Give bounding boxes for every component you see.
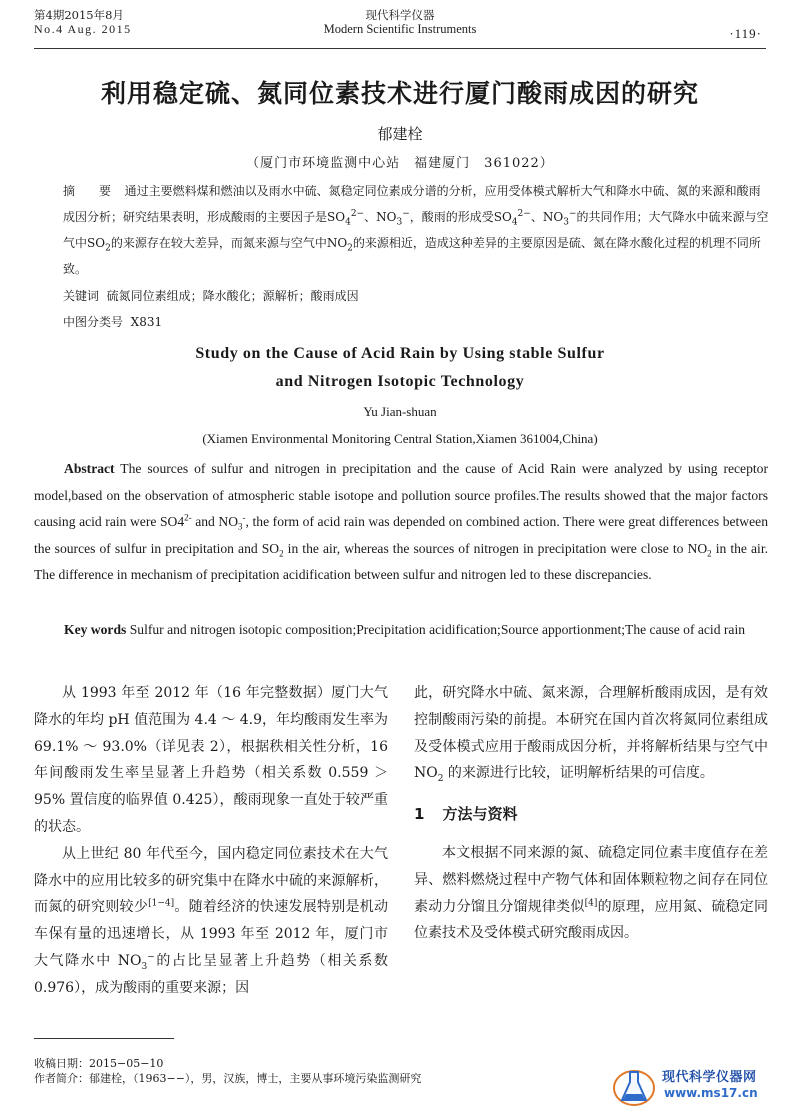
paper-title-en-line1: Study on the Cause of Acid Rain by Using stable Sulfur xyxy=(195,345,605,362)
body-text: 。随着经济的快速发展特别是机动车保有量的迅速增长，从 1993 年至 2012 年，厦门市大气降水中 NO xyxy=(34,899,389,969)
abstract-en-sup: 2- xyxy=(184,512,192,523)
abstract-cn-sup: 2− xyxy=(517,209,531,219)
watermark-logo xyxy=(612,1064,782,1108)
abstract-cn-label: 摘 要 xyxy=(63,184,118,198)
header-journal-cn: 现代科学仪器 xyxy=(365,8,435,22)
body-text: 本文根据不同来源的氮、硫稳定同位素丰度值存在差异、燃料燃烧过程中产物气体和固体颗粒物之间存在同位素动力分馏且分馏规律类似 xyxy=(414,844,768,915)
body-text: 的占比呈显著上升趋势（相关系数 0.976），成为酸雨的重要来源；因 xyxy=(34,952,389,996)
keywords-en-text: Sulfur and nitrogen isotopic composition;Precipitation acidification;Source apportionment;The cause of acid rain xyxy=(126,622,746,637)
footnote-divider xyxy=(34,1038,174,1039)
abstract-cn-formula: NO xyxy=(376,210,397,224)
abstract-en-text: The sources of sulfur and nitrogen in precipitation and the cause of Acid Rain were analyzed by using receptor model,based on the observation of atmospheric stable isotope and pollution source profiles.The results showed that the major factors causing acid rain were SO4 xyxy=(34,461,768,530)
abstract-cn-sup: 2− xyxy=(350,209,365,219)
body-sub: 3 xyxy=(141,961,148,972)
abstract-en xyxy=(34,456,768,589)
abstract-en-text: and NO xyxy=(191,514,239,530)
abstract-cn-formula: NO xyxy=(542,210,564,224)
header-page-number: ·119· xyxy=(729,26,762,41)
header-issue-cn: 第4期2015年8月 xyxy=(34,8,124,22)
abstract-cn-text: 的来源存在较大差异，而氮来源与空气中 xyxy=(110,236,327,250)
keywords-en xyxy=(34,617,768,643)
author-en: Yu Jian-shuan xyxy=(363,404,437,419)
section-heading xyxy=(414,801,768,828)
abstract-cn-text: 、 xyxy=(364,210,377,224)
affiliation-cn: （厦门市环境监测中心站 福建厦门 361022） xyxy=(246,156,554,171)
watermark-name: 现代科学仪器网 xyxy=(662,1070,757,1085)
body-text: 此，研究降水中硫、氮来源，合理解析酸雨成因，是有效控制酸雨污染的前提。本研究在国内首次将氮同位素组成及受体模式应用于酸雨成因分析，并将解析结果与空气中 NO xyxy=(414,685,768,782)
abstract-cn-sub: 3 xyxy=(563,217,569,228)
abstract-cn-text: 的来源相近，造成这种差异的主要原因是硫、氮在降水酸化过程的机理不同所致。 xyxy=(63,236,761,276)
classification-cn-label: 中图分类号 xyxy=(63,315,124,329)
citation-ref: [1−4] xyxy=(148,898,175,909)
abstract-en-sub: 2 xyxy=(279,548,284,559)
watermark-url: www.ms17.cn xyxy=(664,1086,758,1100)
abstract-cn-sub: 3 xyxy=(396,217,403,228)
keywords-en-label: Key words xyxy=(64,622,127,637)
citation-ref: [4] xyxy=(584,897,598,908)
header-journal xyxy=(0,8,800,36)
abstract-cn-text: ，酸雨的形成受 xyxy=(409,210,494,224)
body-text: 的原理，应用氮、硫稳定同位素技术及受体模式研究酸雨成因。 xyxy=(414,898,768,942)
abstract-cn-formula: NO xyxy=(326,236,348,250)
body-paragraph: 从 1993 年至 2012 年（16 年完整数据）厦门大气降水的年均 pH 值范围为 4.4 ～ 4.9，年均酸雨发生率为 69.1% ～ 93.0%（详见表 2），根据秩相关性分析，16 年间酸雨发生率呈显著上升趋势（相关系数 0.559 ＞ 95% 置信度的临界值 0.425），酸雨现象一直处于较严重的状态。 xyxy=(34,685,388,835)
abstract-cn-text: 通过主要燃料煤和燃油以及雨水中硫、氮稳定同位素成分谱的分析，应用受体模式解析大气和降水中硫、氮的来源和酸雨成因分析；研究结果表明，形成酸雨的主要因子是 xyxy=(63,184,761,224)
abstract-cn xyxy=(63,178,771,282)
affiliation-en: (Xiamen Environmental Monitoring Central Station,Xiamen 361004,China) xyxy=(202,431,598,446)
body-sup: − xyxy=(147,952,155,963)
header-divider xyxy=(34,48,766,49)
abstract-cn-text: 的共同作用；大气降水中硫来源与空气中 xyxy=(63,210,769,250)
body-paragraph xyxy=(414,680,768,787)
body-sub: 2 xyxy=(437,774,444,785)
abstract-cn-sub: 2 xyxy=(347,243,353,254)
keywords-cn-label: 关键词 xyxy=(63,289,100,303)
body-paragraph xyxy=(414,840,768,947)
body-text: 从上世纪 80 年代至今，国内稳定同位素技术在大气降水中的应用比较多的研究集中在降水中硫的来源解析，而氮的研究则较少 xyxy=(34,845,388,916)
body-text: 的来源进行比较，证明解析结果的可信度。 xyxy=(443,765,714,782)
footnote-author-bio: 作者简介：郁建栓，（1963−−），男，汉族，博士，主要从事环境污染监测研究 xyxy=(34,1072,422,1085)
paper-title-cn: 利用稳定硫、氮同位素技术进行厦门酸雨成因的研究 xyxy=(100,79,699,108)
keywords-cn-text: 硫氮同位素组成；降水酸化；源解析；酸雨成因 xyxy=(106,289,359,303)
abstract-en-label: Abstract xyxy=(64,461,115,476)
abstract-cn-sup: − xyxy=(568,209,577,219)
classification-cn-text: X831 xyxy=(130,315,163,329)
abstract-cn-sub: 4 xyxy=(345,217,351,228)
keywords-cn xyxy=(63,286,359,306)
body-right-column xyxy=(414,680,768,947)
classification-cn xyxy=(63,312,162,332)
body-left-column xyxy=(34,680,388,1002)
abstract-cn-formula: SO xyxy=(327,210,346,224)
abstract-en-sup: - xyxy=(242,512,246,523)
abstract-cn-sub: 4 xyxy=(511,217,518,228)
footnote-received: 收稿日期：2015−05−10 xyxy=(34,1057,164,1070)
author-cn: 郁建栓 xyxy=(377,125,423,143)
abstract-cn-text: 、 xyxy=(530,210,543,224)
abstract-cn-sup: − xyxy=(402,209,410,219)
flask-icon xyxy=(612,1064,658,1108)
section-number: 1 xyxy=(414,805,425,824)
abstract-en-sub: 3 xyxy=(238,521,243,532)
abstract-en-text: , the form of acid rain was depended on combined action. There were great differences between the sources of sulfur in precipitation and SO xyxy=(34,514,768,556)
abstract-en-text: in the air, whereas the sources of nitrogen in precipitation were close to NO xyxy=(283,540,708,556)
paper-title-en-line2: and Nitrogen Isotopic Technology xyxy=(275,373,525,390)
abstract-cn-sub: 2 xyxy=(105,243,111,254)
header-issue-en: No.4 Aug. 2015 xyxy=(34,22,132,36)
abstract-cn-formula: SO xyxy=(87,236,106,250)
body-paragraph xyxy=(34,841,388,1002)
abstract-en-sub: 2 xyxy=(707,548,712,559)
abstract-cn-formula: SO xyxy=(493,210,512,224)
paper-title-en xyxy=(0,340,800,396)
abstract-en-text: in the air. The difference in mechanism of precipitation acidification between sulfur and nitrogen led to these discrepancies. xyxy=(34,540,768,583)
section-title: 方法与资料 xyxy=(442,805,518,824)
header-journal-en: Modern Scientific Instruments xyxy=(323,22,477,36)
